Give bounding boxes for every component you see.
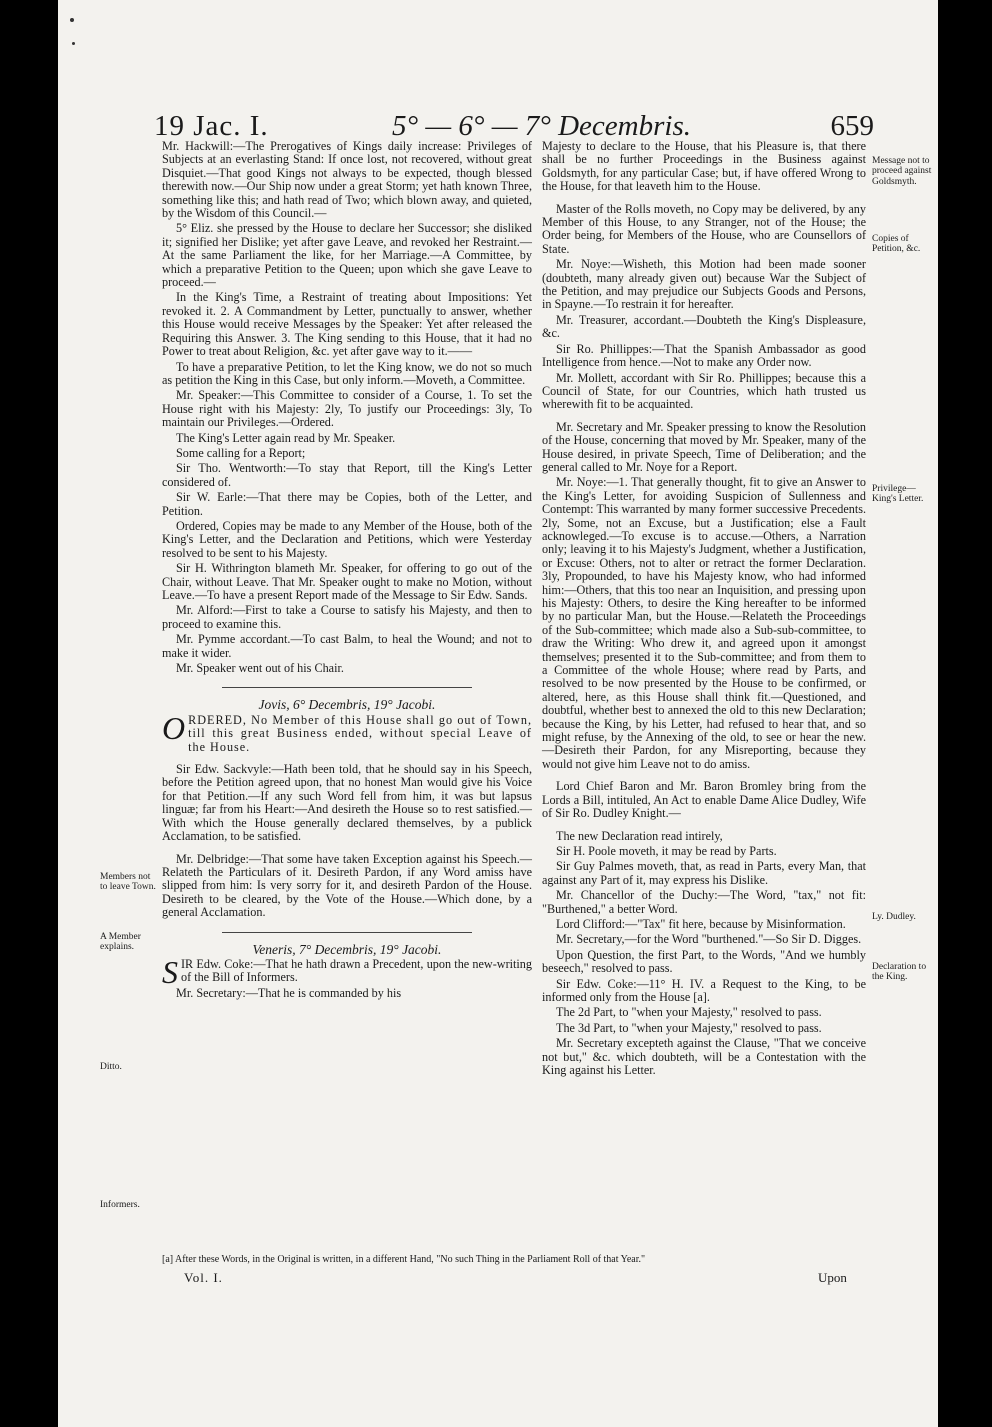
paragraph: Mr. Speaker went out of his Chair. (176, 661, 344, 676)
header-dates: 5° — 6° — 7° Decembris. (392, 110, 691, 142)
ink-speck (70, 18, 74, 22)
margin-note-privilege: Privilege—King's Letter. (872, 484, 924, 505)
paragraph: Mr. Delbridge:—That some have taken Exception against his Speech.—Relateth the Particulars of it. Desireth Pardon, if any Word amiss have slipped from him: Is very sorry for it, and desireth Pardon of the House. Desireth to be cleared, by the Vote of the House.—Which done, by a general Acclamation. (162, 851, 532, 920)
volume-label: Vol. I. (184, 1270, 223, 1285)
page-number: 659 (830, 110, 874, 142)
paragraph: Mr. Treasurer, accordant.—Doubteth the King's Displeasure, &c. (542, 312, 866, 341)
paragraph: Mr. Secretary excepteth against the Clause, "That we conceive not but," &c. which doubteth, will be a Contestation with the King against his Letter. (542, 1036, 866, 1077)
paragraph: Mr. Hackwill:—The Prerogatives of Kings daily increase: Privileges of Subjects at an everlasting Stand: If once lost, not recovered, without great Disquiet.—That good Kings not always to be expected, though blessed therewith now.—Our Ship now under a great Storm; yet hath known Three, something like this; and hath read of Two; which blown away, and quieted, by the Wisdom of this Council.— (162, 139, 532, 221)
catchword: Upon (818, 1270, 847, 1285)
section-divider (222, 687, 472, 688)
paragraph (162, 953, 532, 990)
margin-note-copies: Copies of Petition, &c. (872, 234, 921, 255)
order-text: RDERED, No Member of this House shall go out of Town, till this great Business ended, without special Leave of the House. (188, 712, 532, 754)
drop-cap: S (162, 953, 178, 990)
paragraph: Master of the Rolls moveth, no Copy may be delivered, by any Member of this House, to any Stranger, not of the House; the Order being, for Members of the House, who are Counsellors of State. (542, 201, 866, 256)
margin-note-members: Members not to leave Town. (100, 872, 156, 893)
left-column (162, 140, 532, 1002)
margin-note-dudley: Ly. Dudley. (872, 912, 916, 922)
paragraph: The 3d Part, to "when your Majesty," resolved to pass. (556, 1020, 822, 1035)
header-regnal-year: 19 Jac. I. (154, 110, 269, 142)
paragraph: Mr. Mollett, accordant with Sir Ro. Phillippes; because this a Council of State, for our Countries, which hath trusted us wherewith fit to be acquainted. (542, 370, 866, 412)
margin-note-declaration: Declaration to the King. (872, 962, 927, 983)
paragraph: Sir Guy Palmes moveth, that, as read in Parts, every Man, that against any Part of it, may express his Dislike. (542, 859, 866, 887)
margin-note-message: Message not to proceed against Goldsmyth. (872, 156, 932, 187)
paragraph: Some calling for a Report; (176, 445, 306, 460)
page (58, 0, 938, 1427)
paragraph: The King's Letter again read by Mr. Speaker. (176, 430, 396, 445)
paragraph: Sir Edw. Coke:—11° H. IV. a Request to the King, to be informed only from the House [a]. (542, 976, 866, 1004)
footnote: [a] After these Words, in the Original is written, in a different Hand, "No such Thing in the Parliament Roll of that Year." (162, 1254, 646, 1265)
paragraph: Sir W. Earle:—That there may be Copies, both of the Letter, and Petition. (162, 490, 532, 518)
paragraph: 5° Eliz. she pressed by the House to declare her Successor; she disliked it; signified her Dislike; yet after gave Leave, and revoked her Restraint.—At the same Parliament the like, for her Marriage.—A Committee, by which a preparative Petition to the Queen; upon which she gave Leave to proceed.— (162, 221, 532, 290)
paragraph: In the King's Time, a Restraint of treating about Impositions: Yet revoked it. 2. A Commandment by Letter, punctually to answer, whether this House would receive Messages by the Speaker: Yet after released the Requiring this Answer. 3. The King sending to this House, that it had no Power to treat about Religion, &c. yet after gave way to it.—— (162, 290, 532, 359)
paragraph: Mr. Speaker:—This Committee to consider of a Course, 1. To set the House right with his Majesty: 2ly, To justify our Proceedings: 3ly, To maintain our Privileges.—Ordered. (162, 388, 532, 430)
paragraph: Lord Clifford:—"Tax" fit here, because by Misinformation. (556, 916, 846, 931)
right-column (542, 140, 866, 1079)
paragraph: Mr. Noye:—1. That generally thought, fit to give an Answer to the King's Letter, for avoiding Suspicion of Sullenness and Contempt: This warranted by many former successive Precedents. 2ly, Some, not an Excuse, but a Justification; else a Fault acknowleged.—To excuse is to accuse.—Others, a Narration only; leaving it to his Majesty's Judgment, whether a Justification, or Excuse: Others, not to alter or retract the former Declaration. 3ly, Propounded, to have his Majesty know, who had informed him:—Others, that this too near an Inquisition, and pressing upon his Majesty: Others, to desire the King hereafter to be informed by no particular Man, but the House.—Relateth the Proceedings of the Sub-committee; which made also a Sub-sub-committee, to draw the Writing: Who drew it, and agreed upon it amongst themselves; presented it to the Sub-committee; and from them to a Committee of the whole House; where read by Parts, and resolved to be now presented by the House to be confirmed, or altered, here, as this House shall think fit.—Questioned, and doubtful, whether best to annexed the old to this new Declaration; because the King, by his Letter, had refused to hear that, and so might refuse, by the Annexing of the old, to see or hear the new.—Desireth their Pardon, for any Misreporting, because they would not give him Leave not to do amiss. (542, 475, 866, 771)
paragraph: Mr. Pymme accordant.—To cast Balm, to heal the Wound; and not to make it wider. (162, 632, 532, 660)
margin-note-member-explains: A Member explains. (100, 932, 141, 953)
paragraph: Mr. Noye:—Wisheth, this Motion had been made sooner (doubteth, many already given out) because War the Subject of the Petition, and may prejudice our Subjects Goods and Persons, in Spayne.—To restrain it for hereafter. (542, 257, 866, 312)
paragraph: Mr. Secretary:—That he is commanded by his (176, 985, 402, 1000)
paragraph: Ordered, Copies may be made to any Member of the House, both of the King's Letter, and the Declaration and Petitions, which were Yesterday resolved to be sent to his Majesty. (162, 518, 532, 560)
section-divider (222, 932, 472, 933)
paragraph: Majesty to declare to the House, that his Pleasure is, that there shall be no further Proceedings in the Business against Goldsmyth, for any particular Case; but, if have offered Wrong to the House, for that leaveth him to the House. (542, 139, 866, 194)
ink-speck (72, 42, 75, 45)
section-heading-veneris: Veneris, 7° Decembris, 19° Jacobi. (252, 941, 442, 957)
margin-note-ditto: Ditto. (100, 1062, 122, 1072)
paragraph-text: IR Edw. Coke:—That he hath drawn a Precedent, upon the new-writing of the Bill of Informers. (181, 956, 532, 985)
paragraph: Mr. Chancellor of the Duchy:—The Word, "tax," not fit: "Burthened," a better Word. (542, 888, 866, 916)
paragraph: Sir Ro. Phillippes:—That the Spanish Ambassador as good Intelligence from hence.—Not to make any Order now. (542, 341, 866, 370)
paragraph: Sir H. Withrington blameth Mr. Speaker, for offering to go out of the Chair, without Leave. That Mr. Speaker ought to make no Motion, without Leave.—To have a present Report made of the Message to Sir Edw. Sands. (162, 561, 532, 602)
section-heading-jovis: Jovis, 6° Decembris, 19° Jacobi. (258, 697, 436, 713)
paragraph: Sir Tho. Wentworth:—To stay that Report, till the King's Letter considered of. (162, 461, 532, 489)
drop-cap: O (162, 709, 186, 746)
paragraph: Mr. Secretary and Mr. Speaker pressing to know the Resolution of the House, concerning that moved by Mr. Speaker, many of the House desired, in private Speech, Time of Deliberation; and the general called to Mr. Noye for a Report. (542, 419, 866, 474)
paragraph: Lord Chief Baron and Mr. Baron Bromley bring from the Lords a Bill, intituled, An Act to enable Dame Alice Dudley, Wife of Sir Ro. Dudley Knight.— (542, 779, 866, 821)
paragraph: Sir H. Poole moveth, it may be read by Parts. (556, 843, 777, 858)
paragraph: The new Declaration read intirely, (556, 828, 723, 843)
paragraph: Mr. Secretary,—for the Word "burthened."—So Sir D. Digges. (556, 932, 862, 947)
paragraph: Upon Question, the first Part, to the Words, "And we humbly beseech," resolved to pass. (542, 947, 866, 976)
paragraph: Sir Edw. Sackvyle:—Hath been told, that he should say in his Speech, before the Petition agreed upon, that no honest Man would give his Voice for that Petition.—If any such Word fell from him, it was but lapsus linguæ; far from his Heart:—And desireth the House so to rest satisfied.—With which the House generally declared themselves, by a publick Acclamation, to be satisfied. (162, 762, 532, 844)
paragraph: The 2d Part, to "when your Majesty," resolved to pass. (556, 1005, 822, 1020)
paragraph: To have a preparative Petition, to let the King know, we do not so much as petition the King in this Case, but only inform.—Moveth, a Committee. (162, 359, 532, 387)
order-paragraph (162, 709, 532, 754)
paragraph: Mr. Alford:—First to take a Course to satisfy his Majesty, and then to proceed to examine this. (162, 603, 532, 631)
margin-note-informers: Informers. (100, 1200, 140, 1210)
